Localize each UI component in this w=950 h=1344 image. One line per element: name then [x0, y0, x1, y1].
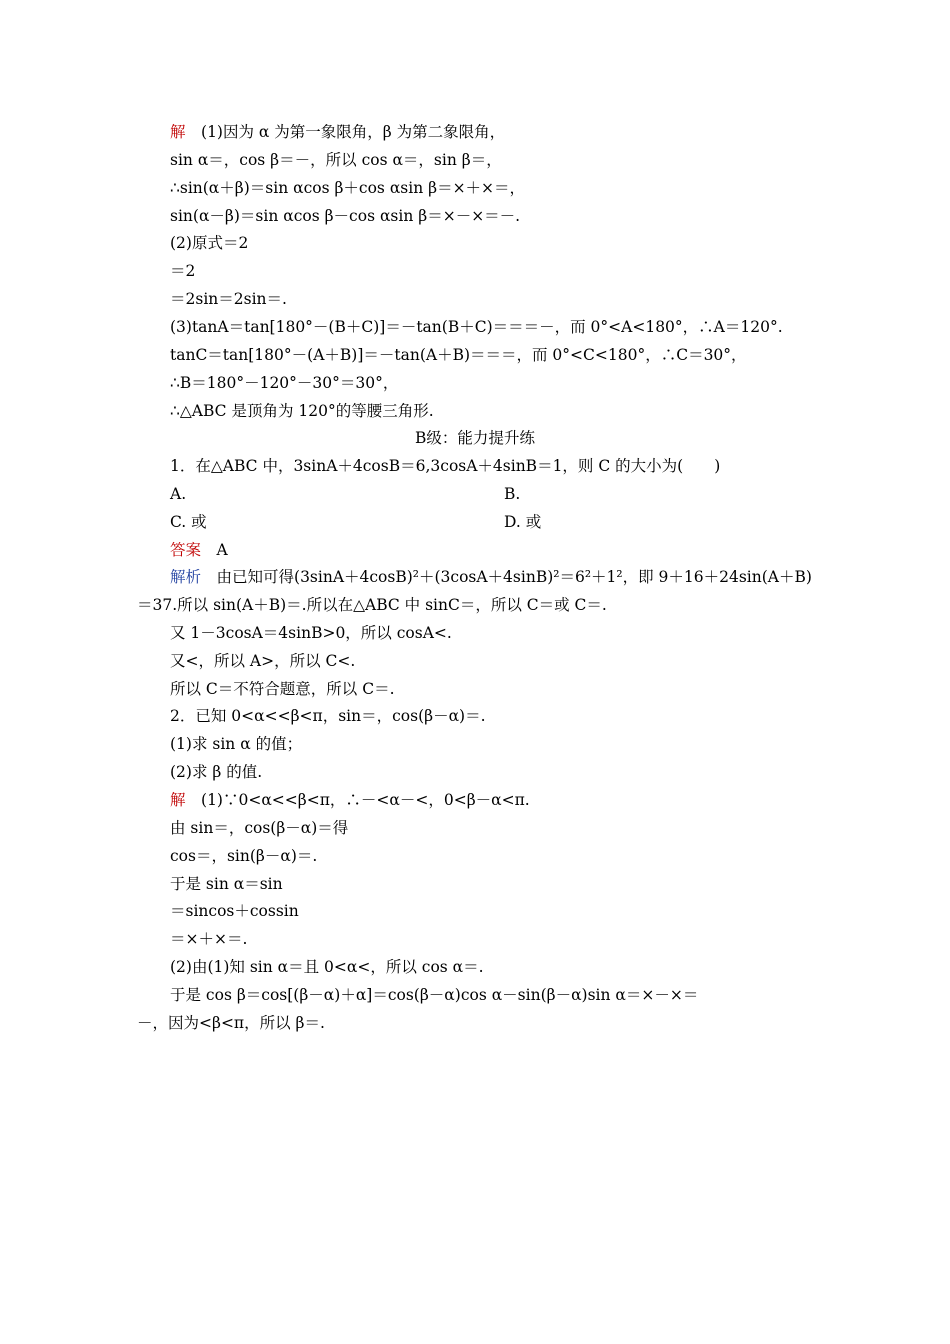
- analysis-line-5: 所以 C＝不符合题意，所以 C＝.: [170, 680, 395, 698]
- solution-2-line-9: －，因为<β<π，所以 β＝.: [137, 1014, 325, 1032]
- solution-line-7: ＝2sin＝2sin＝.: [170, 290, 287, 308]
- option-c: C. 或: [170, 513, 207, 531]
- solution-line-10: ∴B＝180°－120°－30°＝30°，: [170, 374, 399, 392]
- analysis-line-3: 又 1－3cosA＝4sinB>0，所以 cosA<.: [170, 624, 452, 642]
- solution-line-11: ∴△ABC 是顶角为 120°的等腰三角形.: [170, 402, 434, 420]
- solution-line-3: ∴sin(α＋β)＝sin αcos β＋cos αsin β＝×＋×＝，: [170, 179, 526, 197]
- solution-2-line-7: (2)由(1)知 sin α＝且 0<α<，所以 cos α＝.: [170, 958, 484, 976]
- solution-2-line-6: ＝×＋×＝.: [170, 930, 248, 948]
- solution-label: 解: [170, 123, 186, 141]
- solution-2-line-5: ＝sincos＋cossin: [170, 902, 299, 920]
- question-2-part-2: (2)求 β 的值.: [170, 763, 263, 781]
- question-1: 1．在△ABC 中，3sinA＋4cosB＝6,3cosA＋4sinB＝1，则 C 的大小为( ): [170, 457, 721, 475]
- solution-2-line-2: 由 sin＝，cos(β－α)＝得: [170, 819, 349, 837]
- section-heading: B级：能力提升练: [415, 429, 535, 447]
- solution-line-4: sin(α－β)＝sin αcos β－cos αsin β＝×－×＝－.: [170, 207, 521, 225]
- option-b: B.: [504, 485, 521, 503]
- answer-label: 答案: [170, 541, 202, 559]
- solution-line-5: (2)原式＝2: [170, 234, 249, 252]
- answer-line: 答案 A: [170, 541, 228, 559]
- analysis-line-4: 又<，所以 A>，所以 C<.: [170, 652, 356, 670]
- solution-2-line-1: 解 (1)∵0<α<<β<π，∴－<α－<，0<β－α<π.: [170, 791, 530, 809]
- solution-line-1: 解 (1)因为 α 为第一象限角，β 为第二象限角，: [170, 123, 506, 141]
- solution-line-2: sin α＝，cos β＝－，所以 cos α＝，sin β＝，: [170, 151, 502, 169]
- analysis-line-2: ＝37.所以 sin(A＋B)＝.所以在△ABC 中 sinC＝，所以 C＝或 C＝.: [137, 596, 607, 614]
- analysis-label: 解析: [170, 568, 202, 586]
- option-a: A.: [170, 485, 187, 503]
- question-2-part-1: (1)求 sin α 的值；: [170, 735, 303, 753]
- solution-line-8: (3)tanA＝tan[180°－(B＋C)]＝－tan(B＋C)＝＝＝－，而 0°<A<180°，∴A＝120°.: [170, 318, 783, 336]
- solution-2-label: 解: [170, 791, 186, 809]
- analysis-line-1: 解析 由已知可得(3sinA＋4cosB)²＋(3cosA＋4sinB)²＝6²＋1²，即 9＋16＋24sin(A＋B): [170, 568, 812, 586]
- solution-line-9: tanC＝tan[180°－(A＋B)]＝－tan(A＋B)＝＝＝，而 0°<C<180°，∴C＝30°，: [170, 346, 747, 364]
- option-d: D. 或: [504, 513, 542, 531]
- question-2: 2．已知 0<α<<β<π，sin＝，cos(β－α)＝.: [170, 707, 486, 725]
- solution-2-line-3: cos＝，sin(β－α)＝.: [170, 847, 318, 865]
- solution-line-6: ＝2: [170, 262, 196, 280]
- solution-2-line-4: 于是 sin α＝sin: [170, 875, 283, 893]
- solution-2-line-8: 于是 cos β＝cos[(β－α)＋α]＝cos(β－α)cos α－sin(β－α)sin α＝×－×＝: [170, 986, 699, 1004]
